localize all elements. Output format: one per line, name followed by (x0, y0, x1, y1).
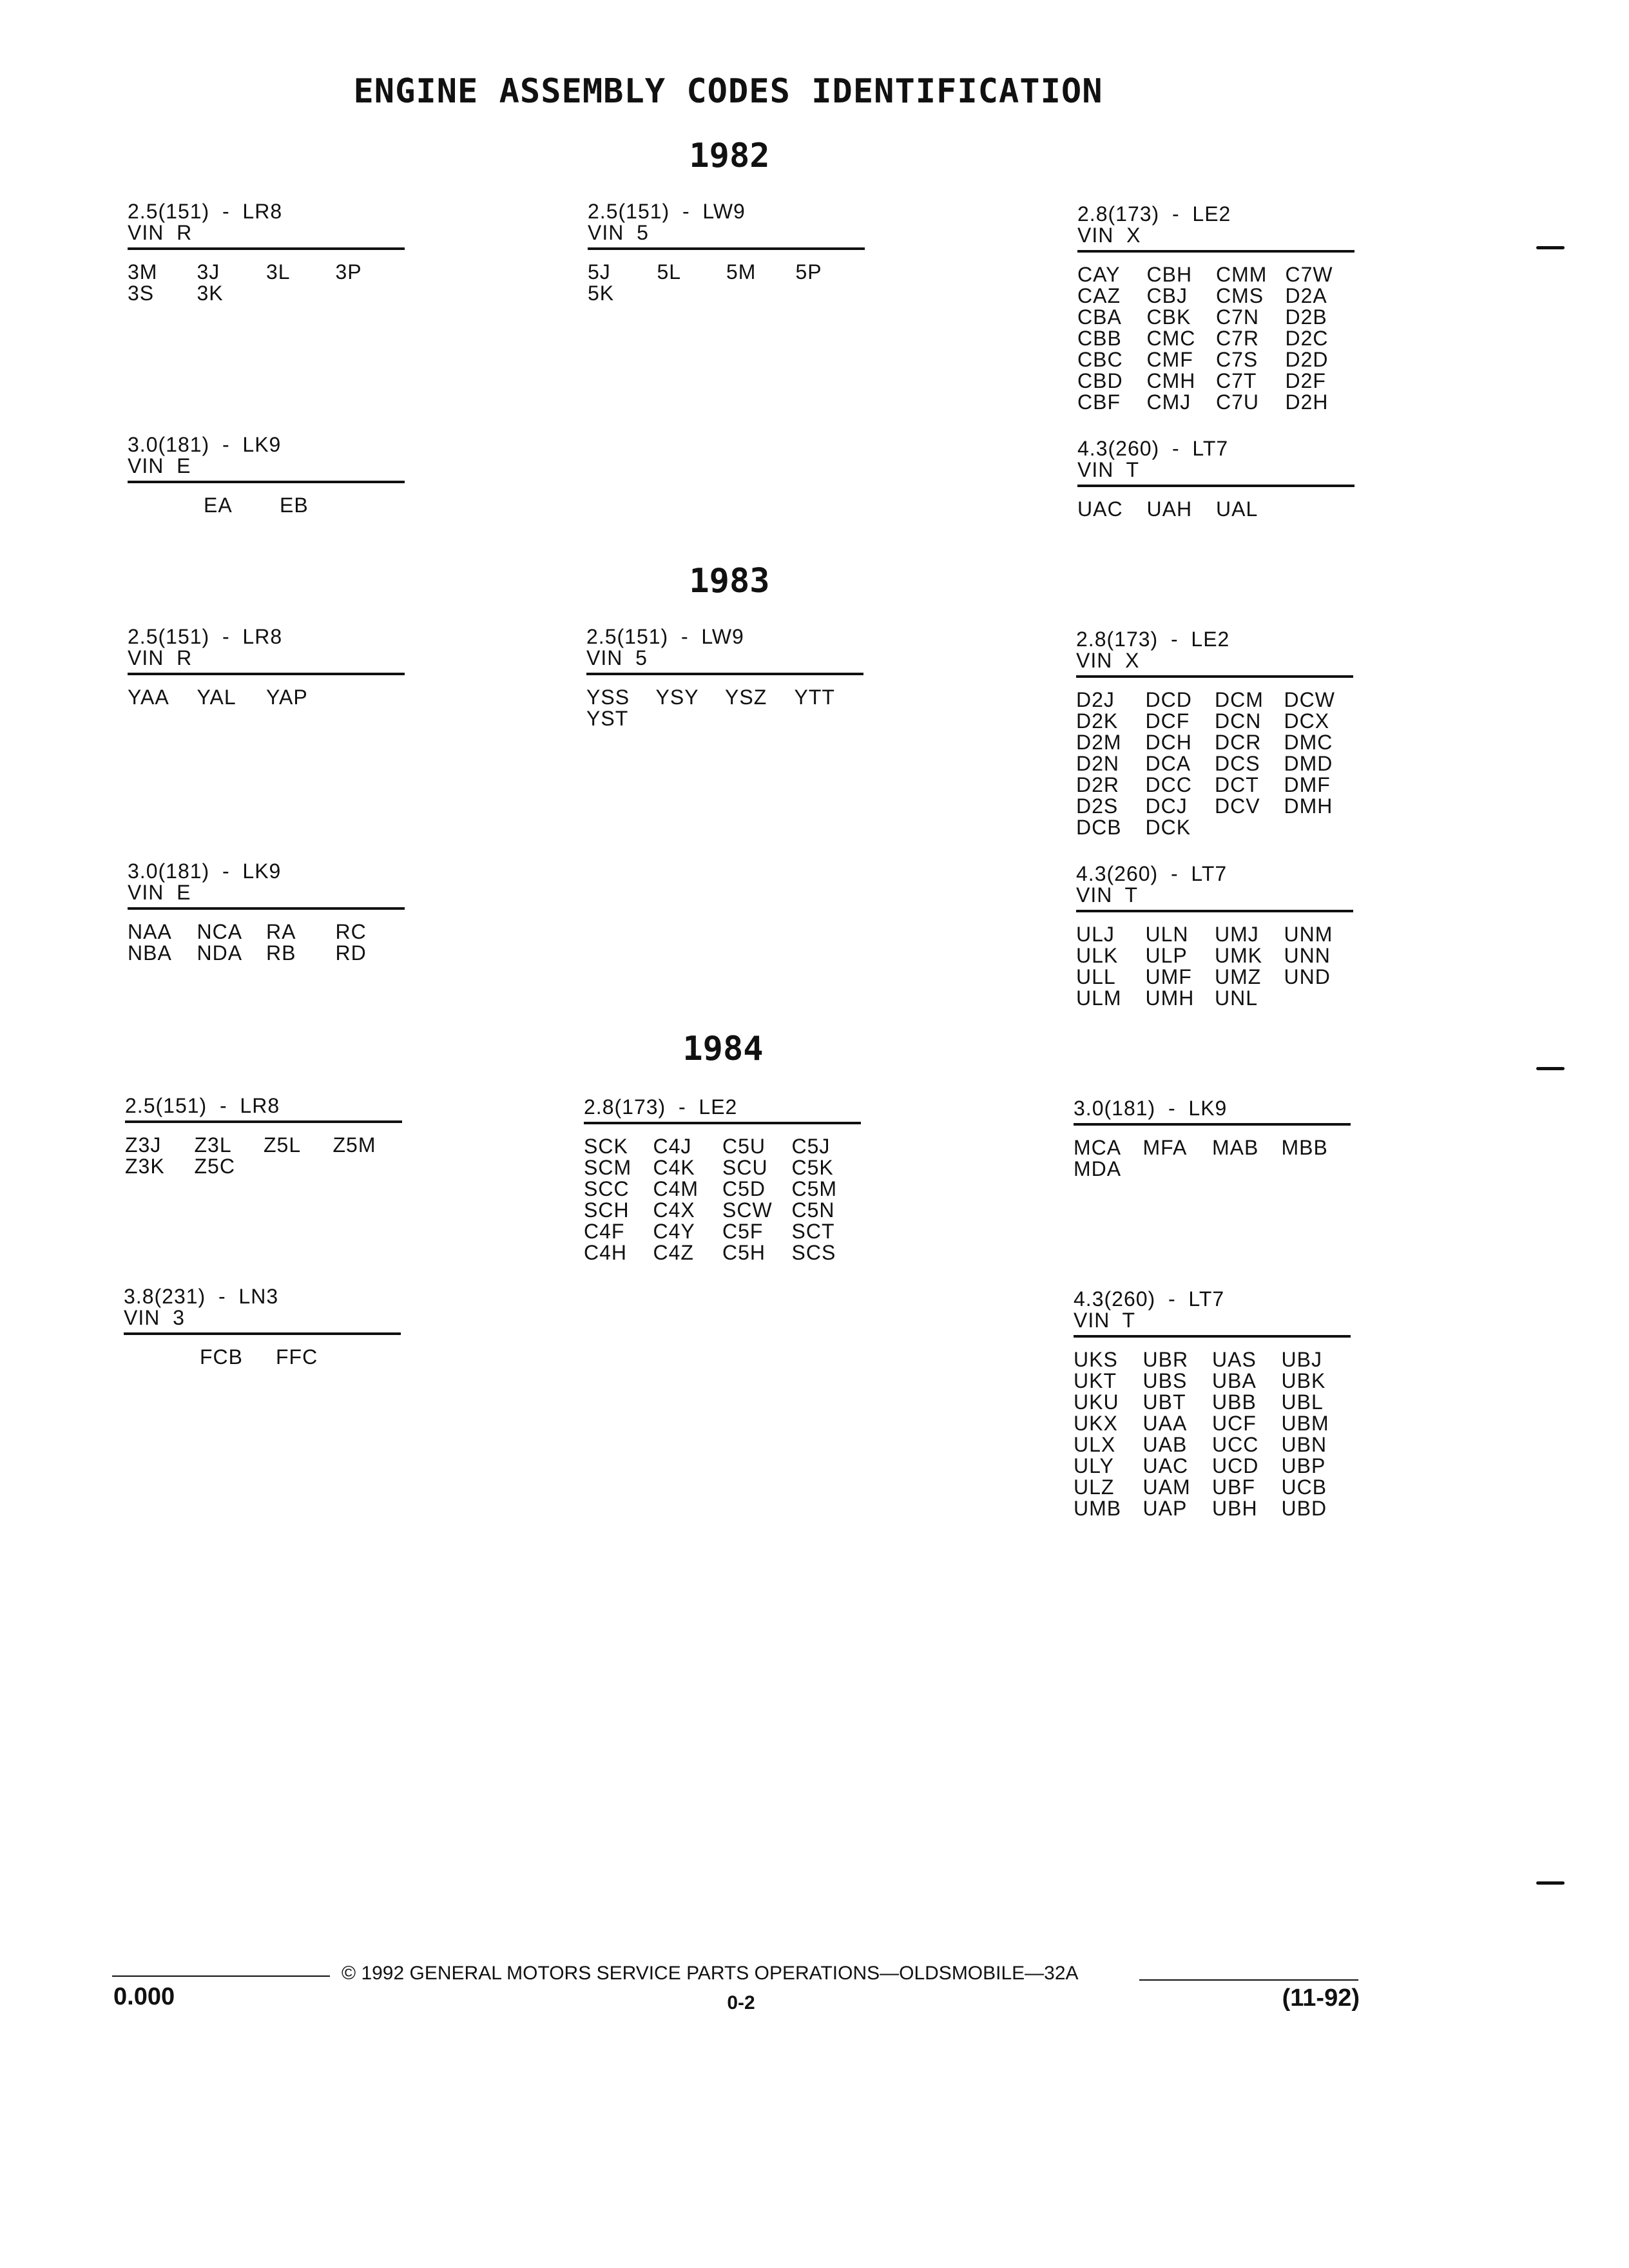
code: UKT (1074, 1369, 1117, 1392)
code: DCC (1145, 773, 1192, 796)
code: DMD (1284, 752, 1333, 775)
code: UAH (1146, 497, 1193, 521)
code: RD (335, 941, 367, 965)
margin-mark (1536, 1881, 1565, 1885)
code: UAC (1077, 497, 1123, 521)
code-list (125, 1135, 402, 1177)
code: C4M (653, 1177, 699, 1200)
code: EA (204, 494, 233, 517)
footer-rule (1139, 1979, 1358, 1981)
code: RC (335, 920, 367, 943)
code: C5J (791, 1135, 831, 1158)
code: D2A (1285, 284, 1327, 307)
code: UCF (1212, 1412, 1257, 1435)
code: UKS (1074, 1348, 1118, 1371)
code: UMB (1074, 1497, 1122, 1520)
code: D2R (1076, 773, 1120, 796)
code: SCH (584, 1198, 630, 1222)
code: MAB (1212, 1136, 1259, 1159)
engine-header (1074, 1289, 1351, 1338)
code: YST (586, 707, 629, 730)
code: Z3J (125, 1133, 162, 1157)
code: D2B (1285, 305, 1327, 329)
code: UBH (1212, 1497, 1258, 1520)
code: Z3K (125, 1155, 165, 1178)
code: 5K (588, 282, 615, 305)
code: UMF (1145, 965, 1192, 988)
code: YTT (794, 686, 835, 709)
code: ULK (1076, 944, 1119, 967)
code: CMS (1216, 284, 1264, 307)
vin-label: VIN E (128, 454, 191, 477)
code: NBA (128, 941, 172, 965)
code: UAA (1142, 1412, 1188, 1435)
code: UAM (1142, 1475, 1191, 1499)
year-heading-1984: 1984 (682, 1030, 764, 1068)
code: D2M (1076, 731, 1122, 754)
code: UNL (1215, 986, 1258, 1010)
engine-block-1984-ln3 (124, 1286, 401, 1368)
vin-label: VIN 5 (586, 646, 648, 669)
code: CBD (1077, 369, 1123, 392)
engine-block-1983-lw9 (586, 626, 863, 729)
code: UBR (1142, 1348, 1189, 1371)
code: UBD (1281, 1497, 1327, 1520)
code: D2H (1285, 390, 1329, 414)
code: SCW (722, 1198, 773, 1222)
code: C7N (1216, 305, 1260, 329)
code: MBB (1281, 1136, 1328, 1159)
engine-block-1984-lr8 (125, 1095, 402, 1177)
code: 3P (335, 260, 362, 284)
code: 3S (128, 282, 155, 305)
code: ULP (1145, 944, 1188, 967)
code: UMH (1145, 986, 1195, 1010)
code: 3M (128, 260, 158, 284)
engine-header (128, 626, 405, 675)
code: UBP (1281, 1454, 1326, 1477)
code: 3J (197, 260, 220, 284)
code: C5D (722, 1177, 766, 1200)
code: CMF (1146, 348, 1193, 371)
margin-mark (1536, 1067, 1565, 1070)
code: DCR (1215, 731, 1262, 754)
code: UAC (1142, 1454, 1189, 1477)
code: ULZ (1074, 1475, 1115, 1499)
engine-header (1077, 438, 1354, 487)
code: UBA (1212, 1369, 1257, 1392)
engine-label: 3.0(181) - LK9 (1074, 1097, 1228, 1120)
code: DCV (1215, 794, 1260, 818)
vin-label: VIN E (128, 881, 191, 904)
code: UMZ (1215, 965, 1262, 988)
code: CBK (1146, 305, 1191, 329)
code-list (1077, 499, 1354, 520)
code: DCM (1215, 688, 1264, 711)
code: EB (280, 494, 309, 517)
code: C7W (1285, 263, 1333, 286)
vin-label: VIN T (1077, 458, 1140, 481)
code: D2D (1285, 348, 1329, 371)
code: Z3L (194, 1133, 232, 1157)
engine-label: 3.0(181) - LK9 (128, 433, 282, 456)
code: DCF (1145, 709, 1190, 733)
engine-header (128, 434, 405, 483)
code: RA (266, 920, 296, 943)
engine-label: 4.3(260) - LT7 (1077, 437, 1229, 460)
code-list (584, 1136, 861, 1264)
code: UAL (1216, 497, 1258, 521)
code-list (1077, 264, 1354, 413)
code: NAA (128, 920, 172, 943)
engine-header (128, 201, 405, 250)
engine-header (124, 1286, 401, 1335)
engine-block-1983-lr8 (128, 626, 405, 708)
engine-label: 3.0(181) - LK9 (128, 860, 282, 883)
code-list (128, 921, 405, 964)
code: 5M (726, 260, 757, 284)
code-list (124, 1347, 401, 1368)
code: YSZ (725, 686, 767, 709)
code: D2J (1076, 688, 1115, 711)
code: 3L (266, 260, 291, 284)
code: ULX (1074, 1433, 1116, 1456)
vin-label: VIN R (128, 221, 193, 244)
code: C4J (653, 1135, 692, 1158)
code-list (1074, 1137, 1351, 1180)
code: CBB (1077, 327, 1122, 350)
code: C7S (1216, 348, 1258, 371)
code: DCJ (1145, 794, 1188, 818)
code: C5H (722, 1241, 766, 1264)
code: DCA (1145, 752, 1191, 775)
code: D2K (1076, 709, 1119, 733)
code: CBJ (1146, 284, 1188, 307)
code: SCC (584, 1177, 630, 1200)
footer-copyright: © 1992 GENERAL MOTORS SERVICE PARTS OPERATIONS—OLDSMOBILE—32A (342, 1963, 1079, 1984)
code: UAP (1142, 1497, 1188, 1520)
code: ULJ (1076, 923, 1115, 946)
engine-block-1982-lk9 (128, 434, 405, 516)
engine-label: 2.5(151) - LR8 (128, 200, 283, 223)
engine-block-1983-lk9 (128, 861, 405, 964)
code: UND (1284, 965, 1331, 988)
engine-header (586, 626, 863, 675)
code: UKX (1074, 1412, 1118, 1435)
code: UCC (1212, 1433, 1259, 1456)
vin-label: VIN X (1076, 649, 1140, 672)
code: UBK (1281, 1369, 1326, 1392)
code: CMH (1146, 369, 1196, 392)
code: D2S (1076, 794, 1119, 818)
engine-block-1983-le2 (1076, 629, 1353, 838)
code: FCB (200, 1345, 243, 1369)
code: C4K (653, 1156, 695, 1179)
code: FFC (276, 1345, 318, 1369)
engine-label: 2.8(173) - LE2 (1077, 202, 1231, 226)
code: C7T (1216, 369, 1257, 392)
code: ULY (1074, 1454, 1114, 1477)
engine-header (128, 861, 405, 910)
code: C4F (584, 1220, 625, 1243)
code: UMJ (1215, 923, 1259, 946)
engine-block-1984-lt7 (1074, 1289, 1351, 1519)
engine-block-1983-lt7 (1076, 863, 1353, 1009)
code: UBF (1212, 1475, 1255, 1499)
code: ULN (1145, 923, 1189, 946)
engine-block-1982-lr8 (128, 201, 405, 304)
code: 3K (197, 282, 224, 305)
code: C7U (1216, 390, 1260, 414)
code: UAB (1142, 1433, 1188, 1456)
engine-header (584, 1097, 861, 1124)
engine-header (1076, 863, 1353, 912)
code: SCS (791, 1241, 836, 1264)
code: MFA (1142, 1136, 1188, 1159)
code: YSS (586, 686, 630, 709)
code: CBA (1077, 305, 1122, 329)
code: UBB (1212, 1390, 1257, 1414)
code: CBC (1077, 348, 1123, 371)
code-list (128, 495, 405, 516)
footer-date: (11-92) (1282, 1984, 1360, 2012)
engine-header (1074, 1098, 1351, 1126)
code: D2C (1285, 327, 1329, 350)
engine-block-1984-le2 (584, 1097, 861, 1264)
code: CAY (1077, 263, 1121, 286)
engine-label: 4.3(260) - LT7 (1074, 1287, 1225, 1311)
code: 5J (588, 260, 611, 284)
code: C5F (722, 1220, 764, 1243)
code: UAS (1212, 1348, 1257, 1371)
code: MCA (1074, 1136, 1122, 1159)
code: YAA (128, 686, 169, 709)
code: DCW (1284, 688, 1335, 711)
year-heading-1983: 1983 (689, 562, 770, 601)
footer-page-number: 0-2 (727, 1992, 755, 2013)
code: C5K (791, 1156, 834, 1179)
code: YSY (655, 686, 699, 709)
engine-header (588, 201, 865, 250)
code: C5U (722, 1135, 766, 1158)
code: 5L (657, 260, 682, 284)
engine-block-1982-lt7 (1077, 438, 1354, 520)
code: UNN (1284, 944, 1331, 967)
code: DCN (1215, 709, 1262, 733)
code: CBF (1077, 390, 1121, 414)
engine-label: 2.5(151) - LR8 (125, 1094, 280, 1117)
code: C4Y (653, 1220, 695, 1243)
code: UMK (1215, 944, 1263, 967)
code: UBL (1281, 1390, 1324, 1414)
code: RB (266, 941, 296, 965)
vin-label: VIN T (1076, 883, 1139, 907)
code: C4H (584, 1241, 628, 1264)
code: CMM (1216, 263, 1268, 286)
code: NDA (197, 941, 243, 965)
page-title: ENGINE ASSEMBLY CODES IDENTIFICATION (353, 72, 1103, 111)
code: DCH (1145, 731, 1192, 754)
code: DMF (1284, 773, 1331, 796)
vin-label: VIN 5 (588, 221, 649, 244)
code-list (1076, 924, 1353, 1009)
code: UBJ (1281, 1348, 1322, 1371)
code: UCD (1212, 1454, 1259, 1477)
code: DCK (1145, 816, 1191, 839)
code: UNM (1284, 923, 1333, 946)
code: SCT (791, 1220, 835, 1243)
code: DCD (1145, 688, 1192, 711)
code-list (1074, 1349, 1351, 1519)
code-list (588, 262, 865, 304)
code: UBT (1142, 1390, 1186, 1414)
engine-label: 4.3(260) - LT7 (1076, 862, 1228, 885)
code: MDA (1074, 1157, 1122, 1180)
code-list (1076, 689, 1353, 838)
engine-header (125, 1095, 402, 1123)
code: Z5L (264, 1133, 302, 1157)
code: ULM (1076, 986, 1122, 1010)
code: Z5M (333, 1133, 376, 1157)
vin-label: VIN T (1074, 1309, 1136, 1332)
engine-label: 2.5(151) - LR8 (128, 625, 283, 648)
year-heading-1982: 1982 (689, 137, 770, 175)
code: UKU (1074, 1390, 1119, 1414)
code: CMJ (1146, 390, 1191, 414)
code: YAP (266, 686, 308, 709)
engine-header (1077, 204, 1354, 253)
code: CAZ (1077, 284, 1121, 307)
code: CBH (1146, 263, 1193, 286)
code: SCU (722, 1156, 768, 1179)
code: D2F (1285, 369, 1326, 392)
vin-label: VIN X (1077, 224, 1141, 247)
code: D2N (1076, 752, 1120, 775)
code: C5M (791, 1177, 838, 1200)
engine-label: 3.8(231) - LN3 (124, 1285, 279, 1308)
code: DCT (1215, 773, 1259, 796)
engine-block-1984-lk9 (1074, 1098, 1351, 1180)
engine-label: 2.5(151) - LW9 (586, 625, 744, 648)
code: DCS (1215, 752, 1260, 775)
vin-label: VIN R (128, 646, 193, 669)
code: UBM (1281, 1412, 1329, 1435)
code: DCB (1076, 816, 1122, 839)
code: CMC (1146, 327, 1196, 350)
engine-header (1076, 629, 1353, 678)
code-list (586, 687, 863, 729)
code: C7R (1216, 327, 1260, 350)
code: C4X (653, 1198, 695, 1222)
code: DCX (1284, 709, 1330, 733)
code: UCB (1281, 1475, 1327, 1499)
engine-block-1982-lw9 (588, 201, 865, 304)
code: 5P (795, 260, 822, 284)
code: NCA (197, 920, 243, 943)
footer-section-number: 0.000 (113, 1983, 175, 2010)
code: Z5C (194, 1155, 235, 1178)
code: DMC (1284, 731, 1333, 754)
code: UBS (1142, 1369, 1188, 1392)
code: UBN (1281, 1433, 1327, 1456)
code: ULL (1076, 965, 1116, 988)
code-list (128, 262, 405, 304)
code-list (128, 687, 405, 708)
code: C5N (791, 1198, 835, 1222)
engine-block-1982-le2 (1077, 204, 1354, 413)
code: SCK (584, 1135, 628, 1158)
vin-label: VIN 3 (124, 1306, 185, 1329)
margin-mark (1536, 246, 1565, 249)
code: SCM (584, 1156, 632, 1179)
engine-label: 2.5(151) - LW9 (588, 200, 746, 223)
code: C4Z (653, 1241, 694, 1264)
code: YAL (197, 686, 236, 709)
footer-rule (112, 1975, 330, 1977)
code: DMH (1284, 794, 1333, 818)
engine-label: 2.8(173) - LE2 (1076, 628, 1230, 651)
engine-label: 2.8(173) - LE2 (584, 1095, 738, 1119)
